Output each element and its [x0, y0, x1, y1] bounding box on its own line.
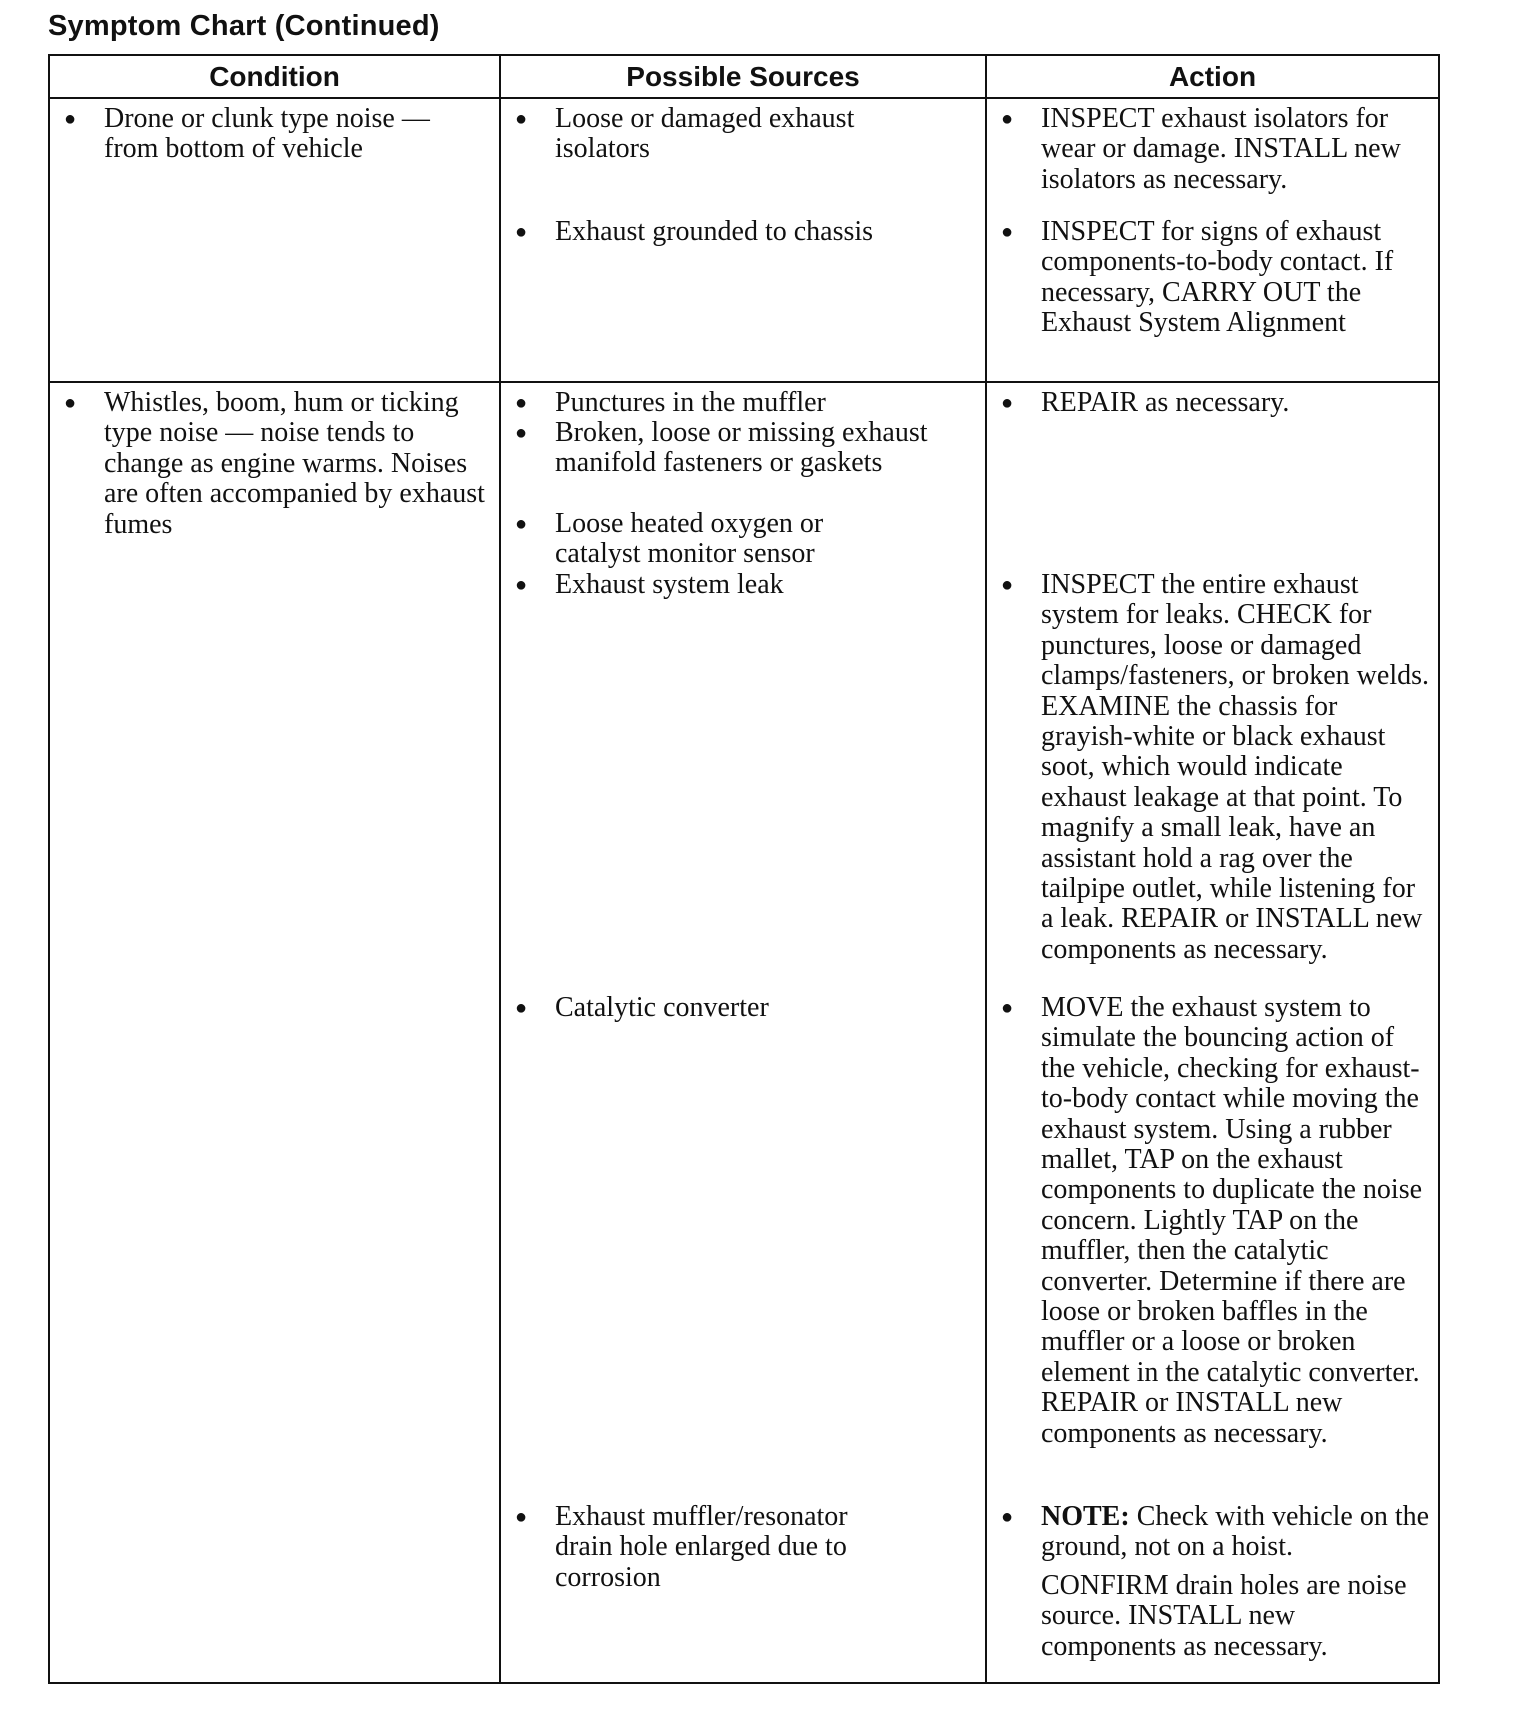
bullet-icon: ● — [64, 108, 77, 130]
bullet-icon: ● — [1001, 221, 1014, 243]
action-item: ● INSPECT for signs of exhaust components-to-body contact. If necessary, CARRY OUT the Exhaust System Alignment — [1001, 216, 1394, 339]
action-item: ● REPAIR as necessary. — [1001, 387, 1290, 418]
bullet-icon: ● — [515, 574, 528, 596]
row1-sources-cell — [501, 99, 987, 383]
note-followup: CONFIRM drain holes are noise source. INSTALL new components as necessary. — [1041, 1569, 1407, 1662]
header-possible-sources: Possible Sources — [501, 56, 987, 99]
source-item: ● Exhaust system leak — [515, 569, 784, 600]
bullet-icon: ● — [1001, 997, 1014, 1019]
source-item: ● Broken, loose or missing exhaust manifold fasteners or gaskets — [515, 417, 928, 479]
row1-condition-cell — [50, 99, 501, 383]
bullet-icon: ● — [515, 392, 528, 414]
header-condition: Condition — [50, 56, 501, 99]
source-item: ● Loose or damaged exhaust isolators — [515, 103, 855, 165]
source-item: ● Loose heated oxygen or catalyst monitor sensor — [515, 508, 824, 570]
source-item: ● Punctures in the muffler — [515, 387, 826, 418]
bullet-icon: ● — [515, 422, 528, 444]
page-title: Symptom Chart (Continued) — [48, 10, 440, 42]
action-item: ● INSPECT the entire exhaust system for leaks. CHECK for punctures, loose or damaged clamps/fasteners, or broken welds. EXAMINE the chassis for grayish-white or black exhaust soot, which would indicate exhaust leakage at that point. To magnify a small leak, have an assistant hold a rag over the tailpipe outlet, while listening for a leak. REPAIR or INSTALL new components as necessary. — [1001, 569, 1429, 965]
bullet-icon: ● — [64, 392, 77, 414]
bullet-icon: ● — [1001, 1506, 1014, 1528]
note-label: NOTE: — [1041, 1501, 1130, 1532]
bullet-icon: ● — [515, 513, 528, 535]
symptom-table — [48, 54, 1440, 1684]
row2-action-cell — [987, 383, 1438, 1682]
source-item: ● Catalytic converter — [515, 992, 769, 1023]
bullet-icon: ● — [515, 997, 528, 1019]
row1-action-cell — [987, 99, 1438, 383]
source-item: ● Exhaust muffler/resonator drain hole enlarged due to corrosion — [515, 1501, 848, 1593]
row2-condition-cell — [50, 383, 501, 1682]
bullet-icon: ● — [515, 1506, 528, 1528]
action-item-note — [987, 1502, 1434, 1662]
bullet-icon: ● — [515, 108, 528, 130]
bullet-icon: ● — [1001, 108, 1014, 130]
bullet-icon: ● — [1001, 392, 1014, 414]
action-item: ● INSPECT exhaust isolators for wear or damage. INSTALL new isolators as necessary. — [1001, 103, 1401, 195]
note-text: Check with vehicle on the ground, not on a hoist. — [1041, 1501, 1430, 1563]
action-item: ● MOVE the exhaust system to simulate the bouncing action of the vehicle, checking for exhaust-to-body contact while moving the exhaust system. Using a rubber mallet, TAP on the exhaust components to duplicate the noise concern. Lightly TAP on the muffler, then the catalytic converter. Determine if there are loose or broken baffles in the muffler or a loose or broken element in the catalytic converter. REPAIR or INSTALL new components as necessary. — [1001, 992, 1423, 1449]
condition-item: ● Whistles, boom, hum or ticking type noise — noise tends to change as engine warms. Noises are often accompanied by exhaust fumes — [64, 387, 485, 540]
row2-sources-cell — [501, 383, 987, 1682]
condition-item: ● Drone or clunk type noise — from bottom of vehicle — [64, 103, 430, 165]
source-item: ● Exhaust grounded to chassis — [515, 216, 874, 247]
bullet-icon: ● — [515, 221, 528, 243]
bullet-icon: ● — [1001, 574, 1014, 596]
header-action: Action — [987, 56, 1438, 99]
